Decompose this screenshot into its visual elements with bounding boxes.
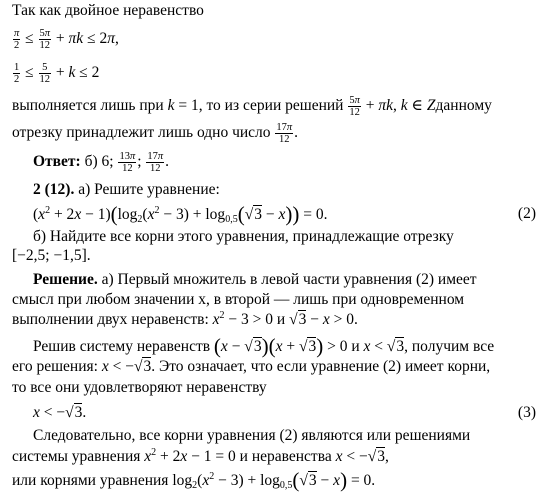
solution-line: Решение. а) Первый множитель в левой части уравнения (2) имеет [33,271,477,288]
solution-label: Решение. [33,271,98,288]
text-line: системы уравнения $x^2 + 2x - 1 = 0$ и неравенства x < −√3, [12,447,389,465]
equation-number: (3) [517,404,536,421]
text-line: б) Найдите все корни этого уравнения, принадлежащие отрезку [33,228,454,245]
text-line: выполняется лишь при k = 1, то из серии решений $\frac{5\pi}{12}$ + πk, k ∈ Zданному [12,95,492,119]
equation-number: (2) [517,205,536,222]
text-line: смысл при любом значении x, в второй — лишь при одновременном [12,291,465,308]
text-line: выполнении двух неравенств: $x^2 - 3 > 0$ и √3 − x > 0. [12,310,358,328]
math-inequality-2: $\frac{1}{2}$ ≤ $\frac{5}{12}$ + k ≤ 2 [14,62,100,86]
task-number: 2 (12). [33,181,75,198]
text-line: Так как двойное неравенство [12,2,204,19]
equation-2: $(x^2 + 2x - 1)(\log_2(x^2 - 3) + \log_{0,5}(√3 - x)) = 0$. [33,202,328,226]
answer-line: Ответ: б) 6; $\frac{13\pi}{12}$ ; $\frac{17\pi}{12}$ . [33,151,170,175]
math-inequality-1: $\frac{\pi}{2}$ ≤ $\frac{5\pi}{12}$ + πk ≤ 2π, [14,28,119,52]
text-line: или корнями уравнения $\log_2(x^2 - 3) + \log_{0,5}(√3 - x) = 0$. [12,468,376,492]
text-line: отрезку принадлежит лишь одно число $\frac{17\pi}{12}$ . [12,122,299,146]
text-line: Следовательно, все корни уравнения (2) являются или решениями [33,427,471,444]
text-line: его решения: x < −√3. Это означает, что если уравнение (2) имеет корни, [12,358,491,375]
answer-label: Ответ: [33,153,81,171]
text-line: то все они удовлетворяют неравенству [12,379,267,396]
text-line: Решив систему неравенств (x − √3)(x + √3) > 0 и x < √3, получим все [33,334,495,358]
text-line: [−2,5; −1,5]. [12,247,91,264]
inequality-3: x < −√3. [33,404,87,421]
task-heading: 2 (12). а) Решите уравнение: [33,181,220,198]
